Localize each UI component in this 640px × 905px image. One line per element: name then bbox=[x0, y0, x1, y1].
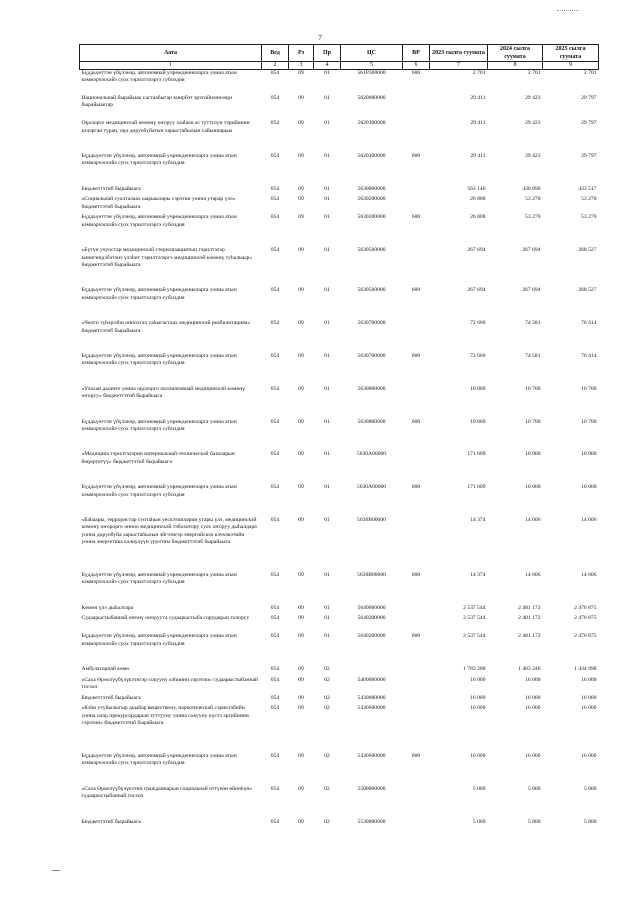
row-2025: 29 797 bbox=[581, 120, 597, 127]
row-vr bbox=[403, 95, 430, 120]
row-2024: 53 270 bbox=[525, 214, 541, 221]
row-rz: 09 bbox=[298, 196, 304, 203]
row-2025: 16 000 bbox=[581, 705, 597, 712]
row-2023: 2 537 544 bbox=[463, 615, 486, 622]
row-2023: 10 000 bbox=[470, 418, 486, 425]
row-ved: 054 bbox=[270, 604, 280, 611]
row-pr: 02 bbox=[324, 785, 330, 792]
row-2023: 16 000 bbox=[470, 694, 486, 701]
row-pr: 01 bbox=[324, 418, 330, 425]
row-rz: 09 bbox=[298, 666, 304, 673]
header-rz: Рз bbox=[289, 45, 314, 62]
header-2023: 2023 сылга суумата bbox=[430, 45, 488, 62]
row-name: Бүддьүөттэн үбүлэнэр, автономнай учреждениеларга уонна атын кэммэрчэскэйэ суох тэрилтэлэргэ субсидия bbox=[81, 572, 237, 586]
row-2024: 267 694 bbox=[522, 287, 541, 294]
row-name: Оҕолорго медицинскэй көмөнү оҥоруу хааһын ас туттулун тэрийиини кэлэрган туран, оҕо доруобуйатын харыстабылын сайыннарыы bbox=[81, 120, 250, 134]
row-2023: 29 411 bbox=[470, 120, 486, 127]
row-rz: 09 bbox=[298, 604, 304, 611]
row-2024: 16 000 bbox=[525, 753, 541, 759]
row-vr bbox=[403, 666, 430, 677]
row-ved: 054 bbox=[270, 676, 280, 683]
row-2025: 10 700 bbox=[581, 418, 597, 425]
row-name: Көмөп үлэ дыһалтара bbox=[81, 604, 134, 611]
row-ved: 054 bbox=[270, 287, 280, 294]
row-cs: 5640200000 bbox=[357, 615, 386, 622]
table-row bbox=[80, 214, 599, 247]
row-ved: 054 bbox=[270, 694, 280, 701]
row-2025: 2 476 875 bbox=[574, 604, 597, 611]
row-name: «Кэһи утуйылыгыр дьыйар веществону, наркотическай сэриктэбийн уонна олор прекурсордарын туттууну уонна сокууну күстэ эргийиини сэрэтии» бюджеттэтиб бырайыага bbox=[81, 705, 249, 727]
row-2023: 14 374 bbox=[470, 517, 486, 524]
row-ved: 054 bbox=[270, 214, 280, 221]
row-cs: 5640000000 bbox=[357, 604, 386, 611]
budget-table bbox=[79, 44, 599, 829]
row-pr: 01 bbox=[324, 572, 330, 579]
row-pr: 01 bbox=[324, 385, 330, 392]
row-2024: 2 481 172 bbox=[518, 633, 541, 640]
row-2024: 430 890 bbox=[522, 185, 541, 192]
row-cs: 5620100000 bbox=[357, 153, 386, 160]
row-pr: 02 bbox=[324, 818, 330, 825]
row-name: Бюджеттэтиб бырайыага bbox=[81, 694, 141, 701]
row-2024: 2 481 172 bbox=[518, 615, 541, 622]
row-vr bbox=[403, 705, 430, 753]
row-vr bbox=[403, 615, 430, 633]
row-ved: 054 bbox=[270, 753, 280, 759]
row-pr: 02 bbox=[324, 694, 330, 701]
row-rz: 09 bbox=[298, 247, 304, 254]
row-cs: 5430000000 bbox=[357, 694, 386, 701]
row-rz: 09 bbox=[298, 633, 304, 640]
row-2025: 53 270 bbox=[581, 214, 597, 221]
row-pr: 01 bbox=[324, 120, 330, 127]
row-vr bbox=[403, 819, 430, 830]
header-2024: 2024 сылга суумата bbox=[488, 45, 543, 62]
row-pr: 01 bbox=[324, 615, 330, 622]
row-cs: 5630000000 bbox=[357, 185, 386, 192]
table-row bbox=[80, 287, 599, 320]
row-rz: 09 bbox=[298, 214, 304, 221]
row-cs: 5430600000 bbox=[357, 705, 386, 712]
row-cs: 5620100000 bbox=[357, 120, 386, 127]
table-row bbox=[80, 605, 599, 616]
row-2024: 16 000 bbox=[525, 705, 541, 712]
row-2023: 29 411 bbox=[470, 94, 486, 101]
row-pr: 01 bbox=[324, 604, 330, 611]
row-vr bbox=[403, 386, 430, 419]
row-2025: 5 000 bbox=[583, 818, 597, 825]
table-row bbox=[80, 666, 599, 677]
row-cs: 5400000000 bbox=[357, 676, 386, 683]
row-2023: 5 000 bbox=[472, 785, 486, 792]
corner-mark bbox=[52, 870, 60, 871]
row-name: Бүддьүөттэн үбүлэнэр, автономнай учреждениеларга уонна атын кэммэрчэскэйэ суох тэрилтэлэргэ субсидия bbox=[81, 70, 237, 84]
row-rz: 09 bbox=[298, 676, 304, 683]
row-2023: 26 808 bbox=[470, 214, 486, 221]
row-pr: 02 bbox=[324, 753, 330, 759]
row-pr: 01 bbox=[324, 247, 330, 254]
header-row bbox=[80, 45, 599, 62]
row-ved: 054 bbox=[270, 385, 280, 392]
row-2023: 171 609 bbox=[467, 451, 486, 458]
row-pr: 01 bbox=[324, 94, 330, 101]
column-number: 5 bbox=[341, 62, 403, 70]
table-row bbox=[80, 753, 599, 786]
table-row bbox=[80, 419, 599, 452]
row-pr: 01 bbox=[324, 517, 330, 524]
row-2024: 74 581 bbox=[525, 353, 541, 360]
table-row bbox=[80, 120, 599, 153]
row-rz: 09 bbox=[298, 153, 304, 160]
row-rz: 09 bbox=[298, 385, 304, 392]
column-number: 9 bbox=[543, 62, 599, 70]
header-ved: Вед bbox=[262, 45, 289, 62]
row-2024: 2 481 172 bbox=[518, 604, 541, 611]
row-ved: 054 bbox=[270, 320, 280, 327]
row-name: Судаарыстыбаннай өҥөнү оҥоруута судаарыстыба сорудаҕын толоруу bbox=[81, 615, 250, 622]
row-name: Бүддьүөттэн үбүлэнэр, автономнай учреждениеларга уонна атын кэммэрчэскэйэ суох тэрилтэлэргэ субсидия bbox=[81, 153, 237, 167]
row-2023: 26 808 bbox=[470, 196, 486, 203]
row-rz: 09 bbox=[298, 451, 304, 458]
row-ved: 054 bbox=[270, 666, 280, 673]
row-cs: 5620000000 bbox=[357, 94, 386, 101]
row-name: Бүддьүөттэн үбүлэнэр, автономнай учреждениеларга уонна атын кэммэрчэскэйэ суох тэрилтэлэргэ субсидия bbox=[81, 418, 237, 433]
row-vr: 600 bbox=[411, 287, 421, 294]
row-vr: 600 bbox=[411, 353, 421, 360]
table-row bbox=[80, 95, 599, 120]
row-cs: 5630700000 bbox=[357, 320, 386, 327]
row-2023: 29 411 bbox=[470, 153, 486, 160]
row-2025: 14 606 bbox=[581, 572, 597, 579]
row-name: Бүддьүөттэн үбүлэнэр, автономнай учреждениеларга уонна атын кэммэрчэскэйэ суох тэрилтэлэргэ субсидия bbox=[81, 753, 237, 767]
row-2023: 10 000 bbox=[470, 385, 486, 392]
row-vr: 600 bbox=[411, 484, 421, 491]
table-row bbox=[80, 153, 599, 186]
row-2025: 76 414 bbox=[581, 320, 597, 327]
row-2024: 5 000 bbox=[527, 818, 541, 825]
header-vr: ВР bbox=[403, 45, 430, 62]
row-name: Бюджеттэтиб бырайыага bbox=[81, 185, 141, 192]
row-ved: 054 bbox=[270, 572, 280, 579]
row-ved: 054 bbox=[270, 705, 280, 712]
row-cs: 5630700000 bbox=[357, 353, 386, 360]
row-2024: 10 700 bbox=[525, 385, 541, 392]
row-2024: 16 000 bbox=[525, 676, 541, 683]
table-row bbox=[80, 633, 599, 666]
row-vr bbox=[403, 320, 430, 353]
row-vr bbox=[403, 605, 430, 616]
table-row bbox=[80, 386, 599, 419]
row-cs: 5430600000 bbox=[357, 753, 386, 759]
row-pr: 01 bbox=[324, 153, 330, 160]
table-row bbox=[80, 196, 599, 214]
row-pr: 02 bbox=[324, 676, 330, 683]
row-rz: 09 bbox=[298, 517, 304, 524]
row-2023: 267 694 bbox=[467, 287, 486, 294]
row-2024: 5 000 bbox=[527, 785, 541, 792]
table-row bbox=[80, 517, 599, 572]
row-ved: 054 bbox=[270, 615, 280, 622]
row-cs: 5640200000 bbox=[357, 633, 386, 640]
row-rz: 09 bbox=[298, 185, 304, 192]
row-rz: 09 bbox=[298, 753, 304, 759]
row-2025: 268 527 bbox=[578, 287, 597, 294]
column-number: 3 bbox=[289, 62, 314, 70]
header-name: Аата bbox=[80, 45, 262, 62]
row-rz: 09 bbox=[298, 484, 304, 491]
row-2025: 29 797 bbox=[581, 153, 597, 160]
row-2023: 267 694 bbox=[467, 247, 486, 254]
row-2023: 72 660 bbox=[470, 353, 486, 360]
row-rz: 09 bbox=[298, 572, 304, 579]
row-2023: 2 701 bbox=[472, 70, 486, 76]
row-ved: 054 bbox=[270, 247, 280, 254]
row-2023: 16 000 bbox=[470, 705, 486, 712]
table-row bbox=[80, 695, 599, 706]
table-row bbox=[80, 705, 599, 753]
row-2025: 10 000 bbox=[581, 484, 597, 491]
row-pr: 01 bbox=[324, 185, 330, 192]
row-2025: 16 000 bbox=[581, 694, 597, 701]
top-mark bbox=[557, 10, 579, 11]
column-number: 8 bbox=[488, 62, 543, 70]
row-vr: 600 bbox=[411, 418, 421, 425]
row-cs: 5630200000 bbox=[357, 214, 386, 221]
row-ved: 054 bbox=[270, 196, 280, 203]
row-name: «Бүтүн учуостар медицинскэй стерилизациятын тэрилтэлэр кинигиндэбэтэнэ үлэһит тэрилтэлэргэ медицинскэй көмөнү туһалыыр» бюджеттэтиб бырайыага bbox=[81, 247, 253, 269]
row-2024: 53 270 bbox=[525, 196, 541, 203]
row-cs: 5630200000 bbox=[357, 196, 386, 203]
table-row bbox=[80, 353, 599, 386]
row-vr bbox=[403, 451, 430, 484]
row-2023: 5 000 bbox=[472, 818, 486, 825]
table-row bbox=[80, 451, 599, 484]
row-cs: 5630500000 bbox=[357, 287, 386, 294]
row-ved: 054 bbox=[270, 120, 280, 127]
row-2025: 2 701 bbox=[583, 70, 597, 76]
table-row bbox=[80, 484, 599, 517]
row-2025: 76 414 bbox=[581, 353, 597, 360]
row-2024: 14 606 bbox=[525, 572, 541, 579]
row-2023: 171 609 bbox=[467, 484, 486, 491]
row-rz: 09 bbox=[298, 785, 304, 792]
row-ved: 054 bbox=[270, 517, 280, 524]
row-name: Бюджеттэтиб бырайыага bbox=[81, 818, 141, 825]
row-cs: 5530000000 bbox=[357, 818, 386, 825]
row-rz: 09 bbox=[298, 818, 304, 825]
row-cs bbox=[341, 666, 403, 677]
row-2024: 1 483 246 bbox=[518, 666, 541, 673]
row-rz: 09 bbox=[298, 287, 304, 294]
row-name: Бүддьүөттэн үбүлэнэр, автономнай учреждениеларга уонна атын кэммэрчэскэйэ суох тэрилтэлэргэ субсидия bbox=[81, 633, 237, 647]
row-name: «Улахан дьоҥҥо уонна оҕолорго паллиативнай медицинскэй көмөнү оҥоруу» бюджеттэтиб бырайыага bbox=[81, 385, 246, 400]
row-ved: 054 bbox=[270, 70, 280, 76]
row-ved: 054 bbox=[270, 785, 280, 792]
row-rz: 09 bbox=[298, 694, 304, 701]
row-2025: 2 476 875 bbox=[574, 615, 597, 622]
row-2024: 29 423 bbox=[525, 120, 541, 127]
row-ved: 054 bbox=[270, 484, 280, 491]
row-2024: 2 701 bbox=[527, 70, 541, 76]
header-cs: ЦС bbox=[341, 45, 403, 62]
row-2025: 14 606 bbox=[581, 517, 597, 524]
row-vr bbox=[403, 247, 430, 287]
row-rz: 09 bbox=[298, 418, 304, 425]
row-name: «Саха Өрөспүүбүлүкэтин гражданнарын социальнай өттүнэн өйөөһүн» судаарыстыбаннай тосхол bbox=[81, 785, 253, 800]
column-number: 7 bbox=[430, 62, 488, 70]
row-vr: 600 bbox=[411, 572, 421, 579]
row-pr: 01 bbox=[324, 287, 330, 294]
table-row bbox=[80, 572, 599, 605]
row-vr bbox=[403, 695, 430, 706]
table-row bbox=[80, 70, 599, 95]
row-vr bbox=[403, 120, 430, 153]
column-number: 6 bbox=[403, 62, 430, 70]
row-2023: 1 783 208 bbox=[463, 666, 486, 673]
row-vr bbox=[403, 677, 430, 695]
row-cs: 5500000000 bbox=[357, 785, 386, 792]
row-cs: 5630А00000 bbox=[356, 451, 387, 458]
row-2023: 14 374 bbox=[470, 572, 486, 579]
header-pr: Пр bbox=[314, 45, 341, 62]
row-2023: 2 537 544 bbox=[463, 633, 486, 640]
row-name: Бүддьүөттэн үбүлэнэр, автономнай учреждениеларга уонна атын кэммэрчэскэйэ суох тэрилтэлэргэ субсидия bbox=[81, 353, 237, 367]
row-2025: 433 517 bbox=[578, 185, 597, 192]
row-name: «Социальнай суолталаах ыарыылары сэрэтии уонна утарар үлэ» бюджеттэтиб бырайыага bbox=[81, 196, 236, 210]
row-rz: 09 bbox=[298, 705, 304, 712]
row-rz: 09 bbox=[298, 70, 304, 76]
column-number: 2 bbox=[262, 62, 289, 70]
row-2025: 10 700 bbox=[581, 385, 597, 392]
row-cs: 5630800000 bbox=[357, 385, 386, 392]
row-pr: 01 bbox=[324, 484, 330, 491]
row-2024: 29 423 bbox=[525, 94, 541, 101]
row-name: Амбулаторнай көмө bbox=[81, 666, 130, 673]
header-2025: 2025 сылга суумата bbox=[543, 45, 599, 62]
row-vr bbox=[403, 786, 430, 819]
row-vr bbox=[403, 196, 430, 214]
row-2023: 16 000 bbox=[470, 753, 486, 759]
row-vr: 600 bbox=[411, 214, 421, 221]
row-pr: 01 bbox=[324, 196, 330, 203]
page-number: 7 bbox=[318, 34, 322, 42]
table-row bbox=[80, 677, 599, 695]
row-2023: 16 000 bbox=[470, 676, 486, 683]
row-ved: 054 bbox=[270, 418, 280, 425]
row-2023: 72 660 bbox=[470, 320, 486, 327]
row-rz: 09 bbox=[298, 320, 304, 327]
row-2024: 29 423 bbox=[525, 153, 541, 160]
row-ved: 054 bbox=[270, 633, 280, 640]
row-pr: 01 bbox=[324, 451, 330, 458]
column-number: 1 bbox=[80, 62, 262, 70]
column-number: 4 bbox=[314, 62, 341, 70]
row-2024: 10 700 bbox=[525, 418, 541, 425]
row-name: «Саха Өрөспүүбүлүкэтигэр сокууну кэһиини сэрэтии» судаарыстыбаннай тосхол bbox=[81, 676, 258, 691]
row-2025: 1 434 998 bbox=[574, 666, 597, 673]
row-2025: 29 797 bbox=[581, 94, 597, 101]
row-2024: 74 581 bbox=[525, 320, 541, 327]
row-name: «Чөлгө түһэрээһи оннохтах таһыгастаах медицинскэй реабилитацияа» бюджеттэтиб бырайыага bbox=[81, 320, 251, 334]
row-2024: 14 606 bbox=[525, 517, 541, 524]
table-row bbox=[80, 186, 599, 197]
row-pr: 01 bbox=[324, 70, 330, 76]
row-name: Бүддьүөттэн үбүлэнэр, автономнай учреждениеларга уонна атын кэммэрчэскэйэ суох тэрилтэлэргэ субсидия bbox=[81, 287, 237, 301]
row-vr bbox=[403, 517, 430, 572]
table-row bbox=[80, 320, 599, 353]
table-row bbox=[80, 786, 599, 819]
table-row bbox=[80, 819, 599, 830]
row-2024: 10 000 bbox=[525, 484, 541, 491]
row-rz: 09 bbox=[298, 353, 304, 360]
row-cs: 5630В00000 bbox=[357, 517, 386, 524]
row-name: «Медицина тэрилтэлэрин материальнай-техническэй базаларын бөҕөргөтүү» бюджеттэтиб бырайыага bbox=[81, 451, 235, 465]
row-2025: 268 527 bbox=[578, 247, 597, 254]
row-2023: 563 146 bbox=[467, 185, 486, 192]
row-cs: 5630А00000 bbox=[356, 484, 387, 491]
row-2025: 2 476 875 bbox=[574, 633, 597, 640]
row-vr: 600 bbox=[411, 70, 421, 76]
row-name: Бүддьүөттэн үбүлэнэр, автономнай учреждениеларга уонна атын кэммэрчэскэйэ суох тэрилтэлэргэ субсидия bbox=[81, 484, 237, 498]
column-number-row bbox=[80, 62, 599, 70]
row-name: «Баһаары, террористар суптаһын уескэтиилэрин утары үлэ, медицинскэй көмөнү оҥорорго онноо медицинскэй тэбохотору суох оҥоруу дыһалдара уонна доруобуйа харыстабылын эйгэтигэр энергийскэч кэччэкэтийн уонна энергетика кэлиулүүн уруотим бюджеттэтиб бырайыага bbox=[81, 517, 257, 546]
row-ved: 054 bbox=[270, 94, 280, 101]
row-2025: 53 270 bbox=[581, 196, 597, 203]
row-2024: 267 694 bbox=[522, 247, 541, 254]
row-rz: 09 bbox=[298, 120, 304, 127]
row-2025: 5 000 bbox=[583, 785, 597, 792]
row-pr: 01 bbox=[324, 214, 330, 221]
row-2025: 10 000 bbox=[581, 451, 597, 458]
row-cs: 561Р300000 bbox=[357, 70, 386, 76]
row-2024: 10 000 bbox=[525, 451, 541, 458]
row-2025: 16 000 bbox=[581, 753, 597, 759]
row-vr bbox=[403, 186, 430, 197]
table-row bbox=[80, 615, 599, 633]
row-rz: 09 bbox=[298, 615, 304, 622]
row-vr: 600 bbox=[411, 753, 421, 759]
row-2025: 16 000 bbox=[581, 676, 597, 683]
row-ved: 054 bbox=[270, 818, 280, 825]
row-2023: 2 537 544 bbox=[463, 604, 486, 611]
row-cs: 5630В00000 bbox=[357, 572, 386, 579]
row-vr: 600 bbox=[411, 153, 421, 160]
row-ved: 054 bbox=[270, 185, 280, 192]
table-row bbox=[80, 247, 599, 287]
row-cs: 5630800000 bbox=[357, 418, 386, 425]
row-vr: 600 bbox=[411, 633, 421, 640]
row-ved: 054 bbox=[270, 353, 280, 360]
row-2024: 16 000 bbox=[525, 694, 541, 701]
row-name: Бүддьүөттэн үбүлэнэр, автономнай учреждениеларга уонна атын кэммэрчэскэйэ суох тэрилтэлэргэ субсидия bbox=[81, 214, 237, 228]
row-pr: 02 bbox=[324, 666, 330, 673]
row-pr: 01 bbox=[324, 633, 330, 640]
row-pr: 02 bbox=[324, 705, 330, 712]
row-cs: 5630500000 bbox=[357, 247, 386, 254]
row-pr: 01 bbox=[324, 353, 330, 360]
row-ved: 054 bbox=[270, 451, 280, 458]
row-ved: 054 bbox=[270, 153, 280, 160]
row-name: Национальнай бырайыак састаабыгар киирбэт эрэгийиэннээҕи бырайыактар bbox=[81, 94, 233, 109]
row-pr: 01 bbox=[324, 320, 330, 327]
row-rz: 09 bbox=[298, 94, 304, 101]
